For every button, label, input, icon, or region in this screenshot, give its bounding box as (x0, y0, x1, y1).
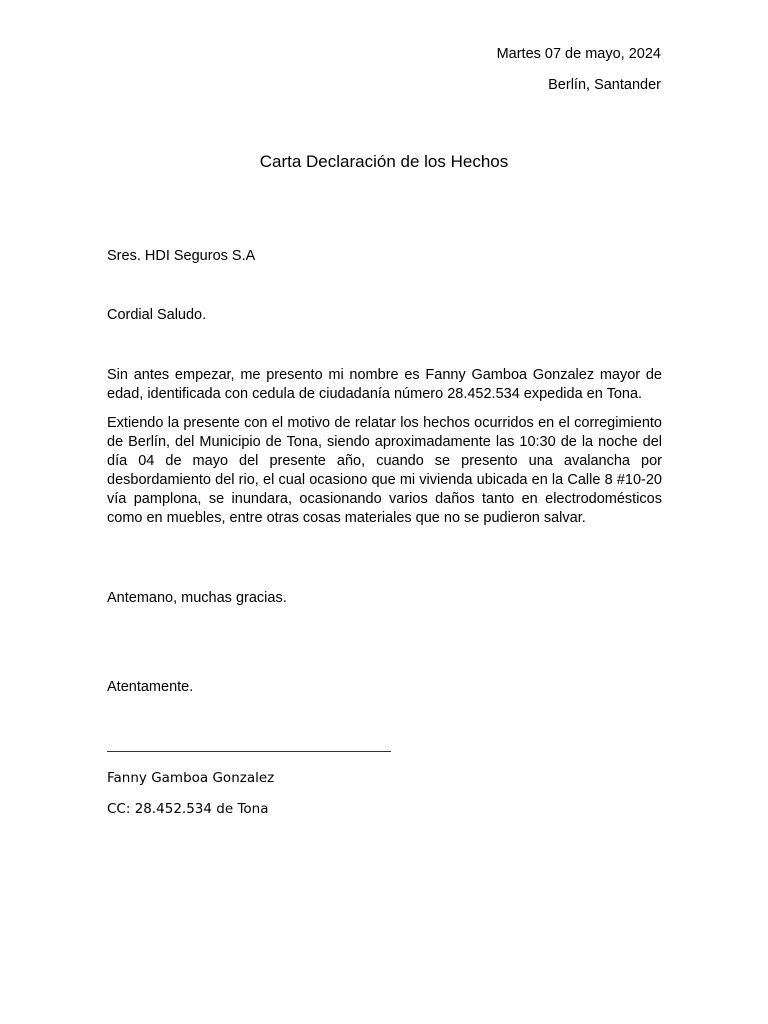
letter-place: Berlín, Santander (548, 77, 661, 93)
thanks-line: Antemano, muchas gracias. (107, 590, 287, 606)
recipient: Sres. HDI Seguros S.A (107, 248, 256, 264)
greeting: Cordial Saludo. (107, 307, 207, 323)
intro-paragraph: Sin antes empezar, me presento mi nombre es Fanny Gamboa Gonzalez mayor de edad, identificada con cedula de ciudadanía número 28.452.534 expedida en Tona. (107, 367, 662, 402)
signature-line (107, 751, 391, 752)
signature-name: Fanny Gamboa Gonzalez (107, 770, 275, 786)
signature-id: CC: 28.452.534 de Tona (107, 801, 269, 817)
closing-line: Atentamente. (107, 679, 194, 695)
letter-title: Carta Declaración de los Hechos (259, 152, 509, 171)
facts-paragraph: Extiendo la presente con el motivo de relatar los hechos ocurridos en el corregimiento de Berlín, del Municipio de Tona, siendo aproximadamente las 10:30 de la noche del día 04 de mayo del presente año, cuando se presento una avalancha por desbordamiento del rio, el cual ocasiono que mi vivienda ubicada en la Calle 8 #10-20 vía pamplona, se inundara, ocasionando varios daños tanto en electrodomésticos como en muebles, entre otras cosas materiales que no se pudieron salvar. (107, 415, 662, 526)
letter-date: Martes 07 de mayo, 2024 (496, 46, 661, 62)
